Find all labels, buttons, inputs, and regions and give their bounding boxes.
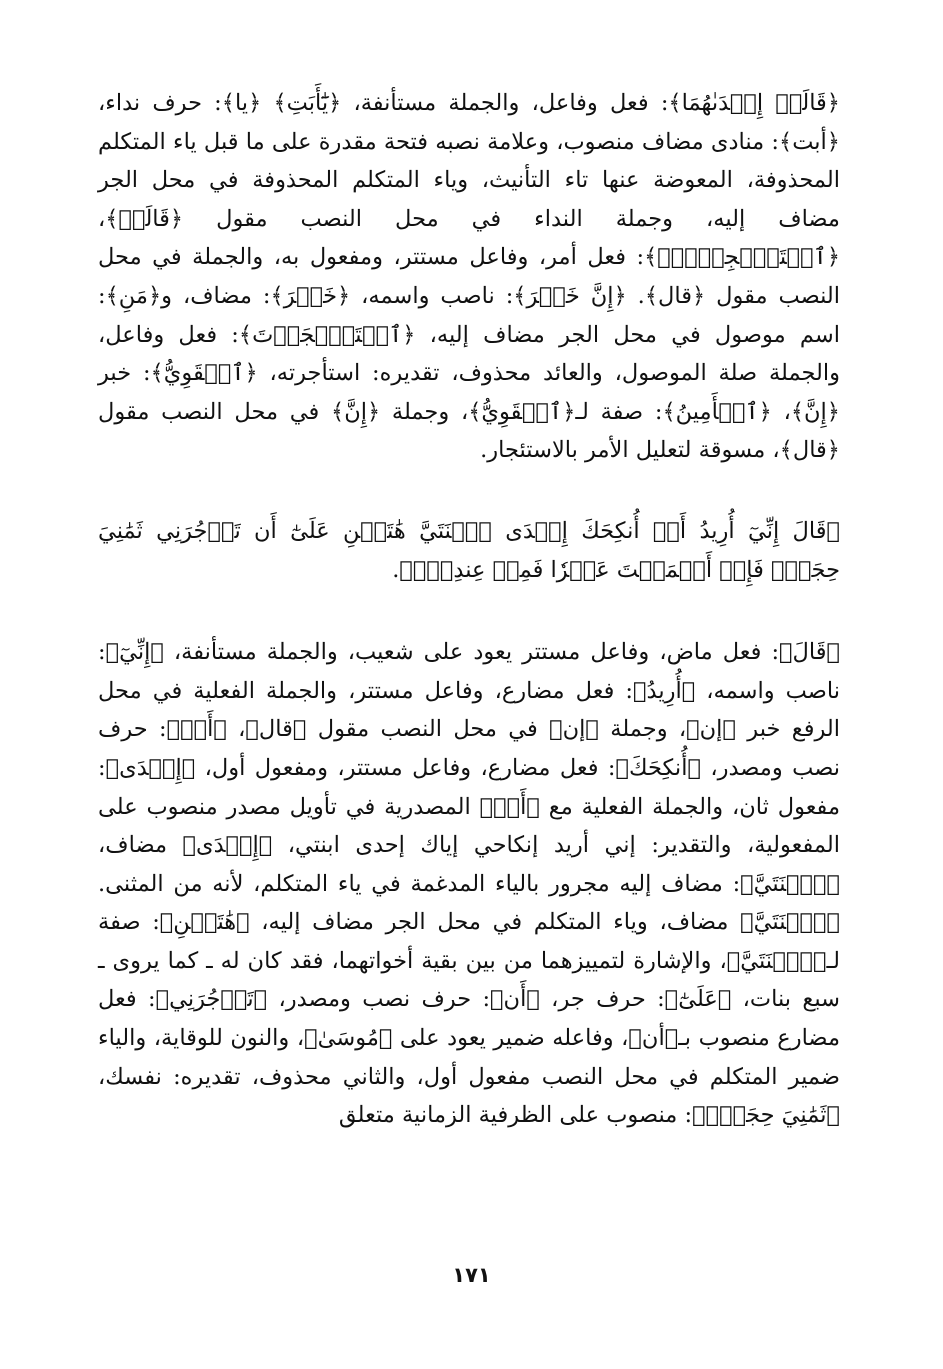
grammar-paragraph-2: ﴿قَالَ﴾: فعل ماض، وفاعل مستتر يعود على شعيب، والجملة مستأنفة، ﴿إِنِّيٓ﴾: ناصب واسمه، ﴿أُرِيدُ﴾: فعل مضارع، وفاعل مستتر، والجملة الفعلية في محل الرفع خبر ﴿إن﴾، وجملة ﴿إن﴾ في محل النصب مقول ﴿قال﴾، ﴿أَنۡ﴾: حرف نصب ومصدر، ﴿أُنكِحَكَ﴾: فعل مضارع، وفاعل مستتر، ومفعول أول، ﴿إِحۡدَى﴾: مفعول ثان، والجملة الفعلية مع ﴿أَنۡ﴾ المصدرية في تأويل مصدر منصوب على المفعولية، والتقدير: إني أريد إنكاحي إياك إحدى ابنتي، ﴿إِحۡدَى﴾ مضاف، ﴿ٱبۡنَتَيَّ﴾: مضاف إليه مجرور بالياء المدغمة في ياء المتكلم، لأنه من المثنى. ﴿ٱبۡنَتَيَّ﴾ مضاف، وياء المتكلم في محل الجر مضاف إليه، ﴿هَٰتَيۡنِ﴾: صفة لـ﴿ٱبۡنَتَيَّ﴾، والإشارة لتمييزهما من بين بقية أخواتهما، فقد كان له ـ كما يروى ـ سبع بنات، ﴿عَلَىٰٓ﴾: حرف جر، ﴿أَن﴾: حرف نصب ومصدر، ﴿تَأۡجُرَنِي﴾: فعل مضارع منصوب بـ﴿أن﴾، وفاعله ضمير يعود على ﴿مُوسَىٰ﴾، والنون للوقاية، والياء ضمير المتكلم في محل النصب مفعول أول، والثاني محذوف، تقديره: نفسك، ﴿ثَمَٰنِيَ حِجَجٖۖ﴾: منصوب على الظرفية الزمانية متعلق (98, 639, 840, 1129)
quran-verse: ﴿قَالَ إِنِّيٓ أُرِيدُ أَنۡ أُنكِحَكَ إِحۡدَى ٱبۡنَتَيَّ هَٰتَيۡنِ عَلَىٰٓ أَن تَأۡجُرَنِي ثَمَٰنِيَ حِجَجٖۖ فَإِنۡ أَتۡمَمۡتَ عَشۡرٗا فَمِنۡ عِندِكَۖ﴾. (98, 517, 840, 583)
paragraph-spacer (98, 589, 840, 633)
page-body (98, 84, 840, 1135)
paragraph-spacer (98, 470, 840, 512)
page-number: ١٧١ (452, 1263, 491, 1287)
grammar-paragraph-1: ﴿قَالَتۡ إِحۡدَىٰهُمَا﴾: فعل وفاعل، والجملة مستأنفة، ﴿يَٰٓأَبَتِ﴾ ﴿يا﴾: حرف نداء، ﴿أبت﴾: منادى مضاف منصوب، وعلامة نصبه فتحة مقدرة على ما قبل ياء المتكلم المحذوفة، المعوضة عنها تاء التأنيث، وياء المتكلم المحذوفة في محل الجر مضاف إليه، وجملة النداء في محل النصب مقول ﴿قَالَتۡ﴾، ﴿ٱسۡتَـٔۡجِرۡهُۖ﴾: فعل أمر، وفاعل مستتر، ومفعول به، والجملة في محل النصب مقول ﴿قال﴾. ﴿إِنَّ خَيۡرَ﴾: ناصب واسمه، ﴿خَيۡرَ﴾: مضاف، و﴿مَنِ﴾: اسم موصول في محل الجر مضاف إليه، ﴿ٱسۡتَـٔۡجَرۡتَ﴾: فعل وفاعل، والجملة صلة الموصول، والعائد محذوف، تقديره: استأجرته، ﴿ٱلۡقَوِيُّ﴾: خبر ﴿إِنَّ﴾، ﴿ٱلۡأَمِينُ﴾: صفة لـ﴿ٱلۡقَوِيُّ﴾، وجملة ﴿إِنَّ﴾ في محل النصب مقول ﴿قال﴾، مسوقة لتعليل الأمر بالاستئجار. (98, 90, 840, 464)
